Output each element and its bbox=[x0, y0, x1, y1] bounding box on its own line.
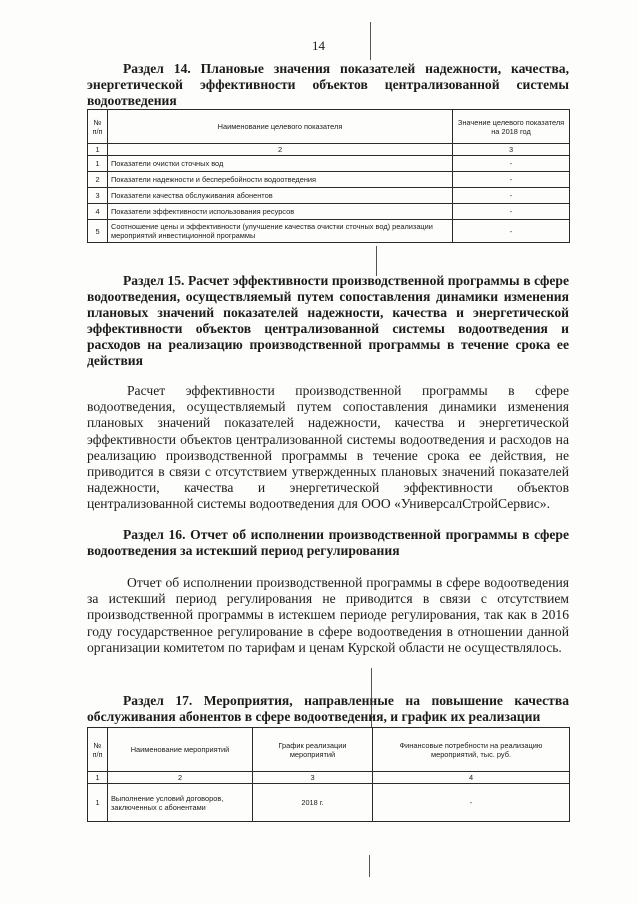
page-number: 14 bbox=[312, 38, 325, 53]
table-header-row bbox=[88, 110, 570, 144]
col-number-cell: 2 bbox=[108, 144, 453, 156]
header-cell: Наименование целевого показателя bbox=[108, 110, 453, 144]
col-number-cell: 3 bbox=[253, 772, 373, 784]
table-header-row bbox=[88, 728, 570, 772]
col-number-cell: 2 bbox=[108, 772, 253, 784]
section-17-heading: Раздел 17. Мероприятия, направленные на повышение качества обслуживания абонентов в сфере водоотведения, и график их реализации bbox=[87, 693, 569, 724]
table-row bbox=[88, 204, 570, 220]
table-row bbox=[88, 784, 570, 822]
activity-name-cell: Выполнение условий договоров, заключенных с абонентами bbox=[108, 784, 253, 822]
header-cell: Финансовые потребности на реализацию мероприятий, тыс. руб. bbox=[373, 728, 570, 772]
col-number-cell: 1 bbox=[88, 772, 108, 784]
scan-mark bbox=[369, 855, 370, 877]
scan-mark bbox=[376, 246, 377, 276]
table-row bbox=[88, 188, 570, 204]
indicator-name-cell: Соотношение цены и эффективности (улучшение качества очистки сточных вод) реализации мероприятий инвестиционной программы bbox=[108, 220, 453, 243]
indicator-name-cell: Показатели качества обслуживания абонентов bbox=[108, 188, 453, 204]
indicator-name-cell: Показатели очистки сточных вод bbox=[108, 156, 453, 172]
table-row bbox=[88, 172, 570, 188]
value-cell: - bbox=[453, 172, 570, 188]
row-number-cell: 1 bbox=[88, 784, 108, 822]
row-number-cell: 1 bbox=[88, 156, 108, 172]
row-number-cell: 5 bbox=[88, 220, 108, 243]
schedule-cell: 2018 г. bbox=[253, 784, 373, 822]
value-cell: - bbox=[453, 188, 570, 204]
col-number-cell: 1 bbox=[88, 144, 108, 156]
row-number-cell: 3 bbox=[88, 188, 108, 204]
col-number-cell: 4 bbox=[373, 772, 570, 784]
section-14-table bbox=[87, 109, 570, 243]
value-cell: - bbox=[453, 204, 570, 220]
col-number-cell: 3 bbox=[453, 144, 570, 156]
row-number-cell: 4 bbox=[88, 204, 108, 220]
header-cell: График реализации мероприятий bbox=[253, 728, 373, 772]
section-16-paragraph: Отчет об исполнении производственной программы в сфере водоотведения за истекший период регулирования не приводится в связи с отсутствием производственной программы в истекшем периоде регулирования, так как в 2016 году государственное регулирование в сфере водоотведения в отношении данной организации комитетом по тарифам и ценам Курской области не осуществлялось. bbox=[87, 575, 569, 655]
header-cell: Значение целевого показателя на 2018 год bbox=[453, 110, 570, 144]
indicator-name-cell: Показатели эффективности использования ресурсов bbox=[108, 204, 453, 220]
header-cell: № п/п bbox=[88, 728, 108, 772]
finance-cell: - bbox=[373, 784, 570, 822]
section-15-heading: Раздел 15. Расчет эффективности производственной программы в сфере водоотведения, осуществляемый путем сопоставления динамики изменения плановых значений показателей надежности, качества и энергетической эффективности объектов централизованной системы водоотведения и расходов на реализацию производственной программы в течение срока ее действия bbox=[87, 273, 569, 368]
section-15-paragraph: Расчет эффективности производственной программы в сфере водоотведения, осуществляемый путем сопоставления динамики изменения плановых значений показателей надежности, качества и энергетической эффективности объектов централизованной системы водоотведения и расходов на реализацию производственной программы в течение срока ее действия, не приводится в связи с отсутствием утвержденных плановых значений показателей надежности, качества и энергетической эффективности объектов централизованной системы водоотведения для ООО «УниверсалСтройСервис». bbox=[87, 383, 569, 512]
header-cell: № п/п bbox=[88, 110, 108, 144]
indicator-name-cell: Показатели надежности и бесперебойности водоотведения bbox=[108, 172, 453, 188]
column-number-row bbox=[88, 772, 570, 784]
column-number-row bbox=[88, 144, 570, 156]
value-cell: - bbox=[453, 156, 570, 172]
header-cell: Наименование мероприятий bbox=[108, 728, 253, 772]
table-row bbox=[88, 220, 570, 243]
row-number-cell: 2 bbox=[88, 172, 108, 188]
value-cell: - bbox=[453, 220, 570, 243]
section-14-heading: Раздел 14. Плановые значения показателей надежности, качества, энергетической эффективности объектов централизованной системы водоотведения bbox=[87, 61, 569, 108]
section-17-table bbox=[87, 727, 570, 822]
table-row bbox=[88, 156, 570, 172]
section-16-heading: Раздел 16. Отчет об исполнении производственной программы в сфере водоотведения за истекший период регулирования bbox=[87, 527, 569, 558]
